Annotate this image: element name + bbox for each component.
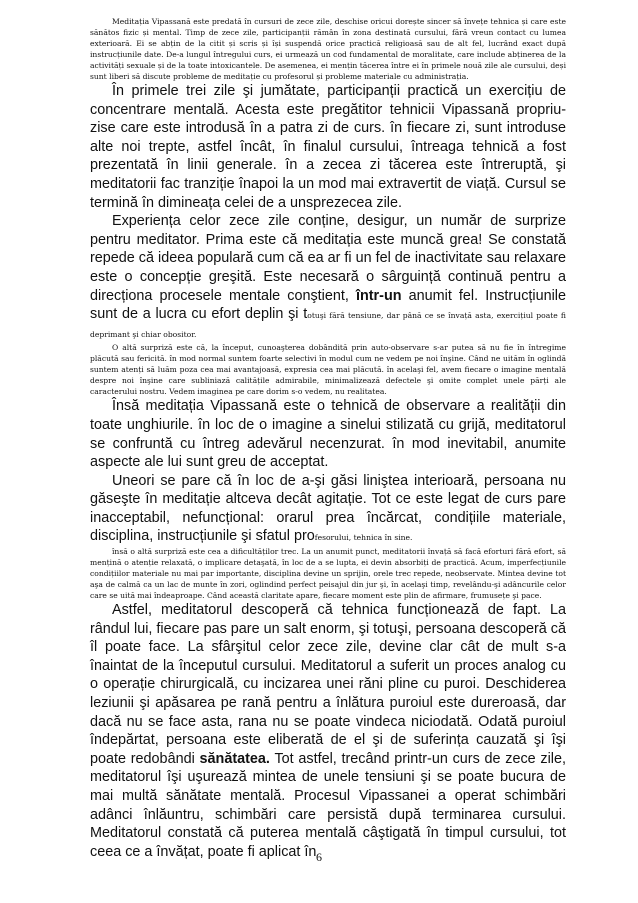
paragraph-surprises-tail: otuşi fără tensiune, dar până ce se învață asta, exercițiul poate fi deprimant şi chiar obositor. (90, 311, 567, 339)
paragraph-agitation-text: Uneori se pare că în loc de a-şi găsi liniştea interioară, persoana nu găseşte în meditație altceva decât agitație. Tot ce este legat de curs pare inacceptabil, nefuncțional: orarul prea încărcat, condițiile materiale, disciplina, instrucțiunile şi sfatul pro (90, 472, 566, 545)
paragraph-first-days: În primele trei zile şi jumătate, participanții practică un exercițiu de concentrare mentală. Acesta este pregătitor tehnicii Vipassană propriu-zise care este introdusă în a patra zi de curs. în fiecare zi, sunt introduse alte noi trepte, astfel încât, în finalul cursului, întreaga tehnică a fost prezentată în linii generale. în a zecea zi tăcerea este întreruptă, şi meditatorii fac tranziție înapoi la un mod mai extravertit de viață. Cursul se termină în dimineața celei de a unsprezecea zile. (90, 83, 566, 211)
paragraph-technique-works (90, 601, 566, 861)
document-page (90, 16, 566, 861)
paragraph-reality: Însă meditația Vipassană este o tehnică de observare a realității din toate unghiurile. în loc de o imagine a sinelui stilizată cu grijă, meditatorul se confruntă cu întreg adevărul necenzurat. în mod inevitabil, anumite aspecte ale lui sunt greu de acceptat. (90, 398, 566, 471)
paragraph-surprises-text-2: anumit fel. Instrucțiunile sunt de a lucra cu efort deplin şi t (90, 287, 566, 323)
paragraph-technique-text-2: Tot astfel, trecând printr-un curs de zece zile, meditatorul îşi uşurează mintea de unele tensiuni şi se poate bucura de mai multă sănătate mentală. Procesul Vipassanei a operat schimbări adânci înlăuntru, schimbări care persistă după terminarea cursului. Meditatorul constată că puterea mentală câştigată în timpul cursului, tot ceea ce a învățat, poate fi aplicat în (90, 750, 567, 860)
paragraph-technique-bold: sănătatea. (199, 750, 270, 767)
paragraph-agitation-tail: fesorului, tehnica în sine. (314, 533, 413, 543)
paragraph-difficulties-pass: însă o altă surpriză este cea a dificultăților trec. La un anumit punct, meditatorii învață să facă eforturi fără efort, să mențină o atenție relaxată, o implicare detaşată, în loc de a se lupta, ei devin absorbiți de practică. Acum, imperfecțiunile condițiilor materiale nu mai par importante, disciplina devine un sprijin, orele trec repede, neobservate. Mintea devine tot aşa de calmă ca un lac de munte în zori, oglindind perfect peisajul din jur şi, în acelaşi timp, revelându-şi adâncurile celor care se uită mai îndeaproape. Când această claritate apare, fiecare moment este plin de afirmare, frumusețe şi pace. (90, 547, 566, 601)
paragraph-self-observation: O altă surpriză este că, la început, cunoaşterea dobândită prin auto-observare s-ar putea să nu fie în întregime plăcută sau fericită. în mod normal suntem foarte selectivi în modul cum ne vedem pe noi înşine. Când ne uităm în oglindă suntem atenți să luăm poza cea mai avantajoasă, expresia cea mai plăcută. în acelaşi fel, avem fiecare o imagine mentală despre noi înşine care subliniază calitățile admirabile, minimalizează defectele şi omite complet unele părți ale caracterului nostru. Vedem imaginea pe care dorim s-o vedem, nu realitatea. (90, 343, 566, 397)
paragraph-surprises (90, 212, 566, 342)
page-number: 6 (316, 850, 322, 864)
paragraph-course-intro: Meditația Vipassană este predată în cursuri de zece zile, deschise oricui dorește sincer să învețe tehnica și care este sănătos fizic și mental. Timp de zece zile, participanții rămân în zona destinată cursului, fără vreun contact cu lumea exterioară. Ei se abțin de la citit și scris și își suspendă orice practică religioasă sau de alt fel, lucrând exact după instrucțiunile date. De-a lungul întregului curs, ei urmează un cod fundamental de moralitate, care include abținerea de la activități sexuale și de la toate intoxicantele. De asemenea, ei mențin tăcerea între ei în primele nouă zile ale cursului, deși sunt liberi să discute probleme de meditație cu profesorul și probleme materiale cu administrația. (90, 17, 566, 81)
paragraph-technique-text: Astfel, meditatorul descoperă că tehnica funcționează de fapt. La rândul lui, fiecare pas pare un salt enorm, şi totuşi, persoana descoperă că îl poate face. La sfârşitul celor zece zile, devine clar cât de mult s-a înaintat de la începutul cursului. Meditatorul a suferit un proces analog cu o operație chirurgicală, cu incizarea unei răni pline cu puroi. Deschiderea leziunii şi apăsarea pe rană pentru a înlătura puroiul este dureroasă, dar dacă nu se face asta, rana nu se poate vindeca niciodată. Odată puroiul îndepărtat, persoana este eliberată de el şi de suferința cauzată şi îşi poate redobândi (90, 602, 566, 767)
paragraph-surprises-bold: într-un (355, 287, 402, 304)
paragraph-surprises-text: Experiența celor zece zile conține, desigur, un număr de surprize pentru meditator. Prima este că meditația este muncă grea! Se constată repede că ideea populară cum că ea ar fi un fel de inactivitate sau relaxare este o concepție greşită. Este necesară o sârguință continuă pentru a direcționa procesele mentale conştient, (90, 213, 566, 304)
paragraph-agitation (90, 472, 566, 546)
